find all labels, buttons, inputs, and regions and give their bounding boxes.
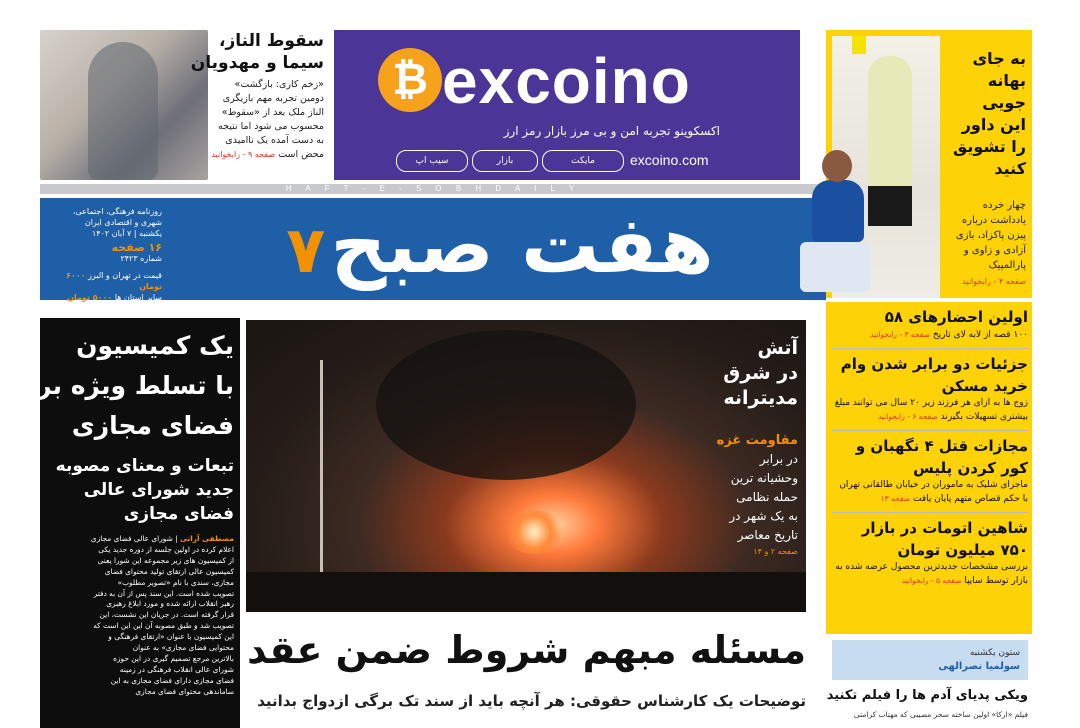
woman-photo [40, 30, 208, 180]
top-right-headline-line: به جای [972, 49, 1026, 68]
right-item-ref: صفحه ۵ - رابخوانید [901, 576, 962, 585]
left-body-line: محتوایی فضای مجازی» به عنوان [132, 643, 234, 653]
photo-page-ref: صفحه ۲ و ۱۴ [753, 547, 798, 556]
store-badge-sibapp[interactable] [396, 150, 468, 172]
top-right-headline-line: این داور [961, 115, 1026, 134]
left-column-story[interactable] [37, 326, 234, 698]
right-item-ref: صفحه ۳ - رابخوانید [870, 330, 930, 339]
left-body-line: این کمیسیون با عنوان «ارتقای فرهنگی و [108, 632, 234, 642]
excoino-brand: excoino [442, 45, 691, 117]
explosion-icon [504, 510, 564, 554]
masthead-info-line: روزنامه فرهنگی، اجتماعی، [72, 207, 162, 216]
photo-sub-line: حمله نظامی [736, 490, 798, 504]
left-headline-line: یک کمیسیون [76, 331, 234, 360]
top-left-story[interactable] [190, 30, 324, 162]
top-left-body [212, 78, 324, 162]
yellow-card-icon [852, 36, 866, 54]
right-item-3[interactable] [832, 430, 1028, 506]
photo-sub-line: در برابر [759, 452, 798, 466]
sunday-column-author: سولمیا نصرالهی [938, 661, 1020, 672]
left-body-line: فضای مجازی دارای فضای مجازی به این [110, 675, 234, 685]
right-item-title: مجازات قتل ۴ نگهبان و کور کردن پلیس [855, 437, 1028, 477]
left-sub-line: فضای مجازی [123, 504, 234, 524]
top-right-sub-line: آزادی و زاوی و [963, 245, 1026, 256]
store-badge-myket[interactable] [542, 150, 624, 172]
main-headline[interactable]: مسئله مبهم شروط ضمن عقد [247, 628, 806, 672]
top-right-sub-line: پیزن پاکزاد، بازی [955, 230, 1026, 241]
photo-sub-line: به یک شهر در [729, 509, 798, 523]
top-left-page-ref: صفحه ۹ - رابخوانید [211, 150, 276, 159]
sunday-column-box[interactable] [832, 640, 1028, 680]
photo-sub-line: وحشیانه ترین [730, 471, 798, 485]
right-item-2[interactable] [832, 348, 1028, 424]
right-item-ref: صفحه ۱۳ [880, 494, 911, 503]
excoino-ad[interactable] [334, 30, 800, 180]
player-legs-icon [800, 242, 870, 292]
smoke-cloud-icon [376, 330, 636, 480]
top-right-sub-line: یادداشت درباره [961, 215, 1026, 226]
left-body-line: اعلام کرده در اولین جلسه از دوره جدید یکی [98, 544, 234, 554]
photo-headline-line: آتش [757, 337, 798, 359]
main-subheadline: توضیحات یک کارشناس حقوقی: هر آنچه باید از سند تک برگی ازدواج بدانید [257, 692, 806, 710]
top-right-headline-line: بهانه جویی [982, 71, 1026, 112]
top-left-body-line: الناز ملک بعد از «سقوط» [221, 107, 324, 118]
top-left-body-line: محسوب می شود اما نتیجه [218, 121, 324, 132]
masthead-price-other: سایر استان ها ۵۰۰۰ تومان [67, 293, 162, 302]
right-item-ref: صفحه ۶ - رابخوانید [877, 412, 938, 421]
top-left-headline-2: سیما و مهدویان [190, 53, 324, 73]
woman-silhouette-icon [88, 42, 158, 180]
left-body-line: قرار گرفته است. در جریان این نشست، این [99, 610, 234, 620]
right-item-title: جزئیات دو برابر شدن وام خرید مسکن [840, 355, 1028, 395]
top-right-sub-line: پارالمپیک [988, 260, 1026, 271]
sunday-column-title[interactable]: ویکی پدیای آدم ها را فیلم تکنید [826, 688, 1028, 703]
left-body [48, 534, 234, 698]
left-body-line: مجازی، سندی با نام «تصویر مطلوب» [117, 577, 234, 587]
bitcoin-coin-icon: ₿ [378, 48, 442, 112]
left-author: مصطفی آرانی [179, 534, 234, 543]
photo-headline-line: در شرق [723, 362, 798, 384]
right-item-title: شاهین اتومات در بازار ۷۵۰ میلیون تومان [861, 519, 1028, 559]
right-item-body: ماجرای شلیک به ماموران در خیابان طالقانی تهران با حکم قصاص متهم پایان یافت صفحه ۱۳ [839, 480, 1028, 504]
masthead-info-line: شهری و اقتصادی ایران [84, 218, 162, 227]
left-body-first: مصطفی آرانی | شورای عالی فضای مجازی [90, 534, 234, 543]
left-body-line: بالاترین مرجع تصمیم گیری در این حوزه [113, 653, 234, 663]
photo-sub-title: مقاومت غزه [716, 433, 798, 448]
left-sub-line: تبعات و معنای مصوبه [55, 456, 234, 476]
masthead-issue: شماره ۲۴۲۳ [120, 254, 162, 263]
top-right-headline-line: کنید [994, 159, 1026, 178]
player-figure-icon [812, 180, 864, 242]
left-body-line: ساماندهی محتوای فضای مجازی [135, 686, 234, 696]
left-sub [48, 454, 234, 526]
masthead-strip-text: H A F T - E - S O B H D A I L Y [285, 184, 581, 193]
left-body-line: تصویب شده است. این سند پس از آن به دفتر [93, 588, 234, 598]
left-body-line: کمیسیون عالی ارتقای تولید محتوای فضای [104, 566, 234, 576]
masthead-logo-text: هفت صبح [330, 201, 714, 291]
masthead-logo [250, 196, 750, 300]
excoino-tagline: اکسکوینو تجربه امن و بی مرز بازار رمز ارز [503, 124, 720, 138]
photo-headline-line: مدیترانه [723, 387, 798, 409]
top-left-headline-1: سقوط الناز، [219, 31, 324, 51]
store-badge-bazaar-label: بازار [496, 156, 514, 166]
left-headline-line: فضای مجازی [71, 411, 234, 440]
top-right-page-ref: صفحه ۴ - رابخوانید [962, 277, 1026, 286]
masthead-info [44, 206, 162, 303]
top-right-sub [940, 198, 1026, 273]
right-item-title: اولین احضارهای ۵۸ [884, 308, 1028, 326]
top-right-sub-line: چهار خرده [982, 200, 1026, 211]
photo-headline [698, 336, 798, 411]
right-column-stories [832, 306, 1028, 588]
masthead-strip [40, 184, 826, 194]
photo-story[interactable] [698, 336, 798, 556]
antenna-tower-icon [320, 360, 323, 592]
sunday-column-sub: فیلم «ارکا» اولین ساخته سحر مصیبی که مهتاب کرامتی [853, 710, 1028, 719]
store-badge-bazaar[interactable] [472, 150, 538, 172]
photo-sub-line: تاریخ معاصر [737, 528, 798, 542]
top-left-body-line: «زخم کاری: بازگشت» [234, 79, 324, 90]
right-item-1[interactable] [832, 306, 1028, 342]
left-sub-line: جدید شورای عالی [83, 480, 234, 500]
city-skyline-icon [246, 572, 806, 612]
right-item-body: ۱۰۰ قصه از لابه لای تاریخ صفحه ۳ - رابخوانید [870, 330, 1028, 340]
left-headline-line: با تسلط ویژه بر [37, 371, 234, 400]
right-item-4[interactable] [832, 512, 1028, 588]
masthead-pages: ۱۶ صفحه [111, 241, 162, 254]
masthead-price: قیمت در تهران و البرز ۶۰۰۰ تومان [65, 271, 162, 291]
left-body-line: رهبر انقلاب ارائه شده و مورد ابلاغ رهبری [106, 599, 234, 609]
left-body-line: تصویب شد و طبق مصوبه آن این این است که [93, 621, 234, 631]
top-left-body-line: محض است صفحه ۹ - رابخوانید [211, 149, 324, 160]
right-item-body: بررسی مشخصات جدیدترین محصول عرضه شده به بازار توسط سایپا صفحه ۵ - رابخوانید [835, 562, 1028, 586]
player-head-icon [822, 150, 852, 182]
top-right-headline-line: را تشویق [952, 137, 1026, 156]
store-badge-myket-label: مایکت [571, 156, 595, 166]
left-headline [37, 326, 234, 446]
masthead-info-line: یکشنبه | ۷ آبان ۱۴۰۲ [91, 229, 162, 238]
top-left-body-line: به دست آمده یک ناامیدی [225, 135, 324, 146]
top-left-body-line: دومین تجربه مهم بازیگری [222, 93, 324, 104]
masthead-logo-number: ۷ [286, 214, 326, 288]
store-badge-sibapp-label: سیب اپ [415, 156, 449, 166]
left-body-line: شورای عالی انقلاب فرهنگی در زمینه [119, 664, 234, 674]
right-item-body: زوج ها به ازای هر فرزند زیر ۲۰ سال می توانند مبلغ بیشتری تسهیلات بگیرند صفحه ۶ - رابخوانید [834, 398, 1028, 422]
photo-sub [698, 450, 798, 545]
sunday-column-label: ستون یکشنبه [969, 648, 1020, 658]
top-right-story[interactable] [940, 48, 1026, 286]
left-body-line: از کمیسیون های زیر مجموعه این شورا یعنی [97, 555, 234, 565]
player-photo [780, 150, 880, 300]
excoino-url: excoino.com [630, 152, 709, 168]
top-right-headline [940, 48, 1026, 180]
